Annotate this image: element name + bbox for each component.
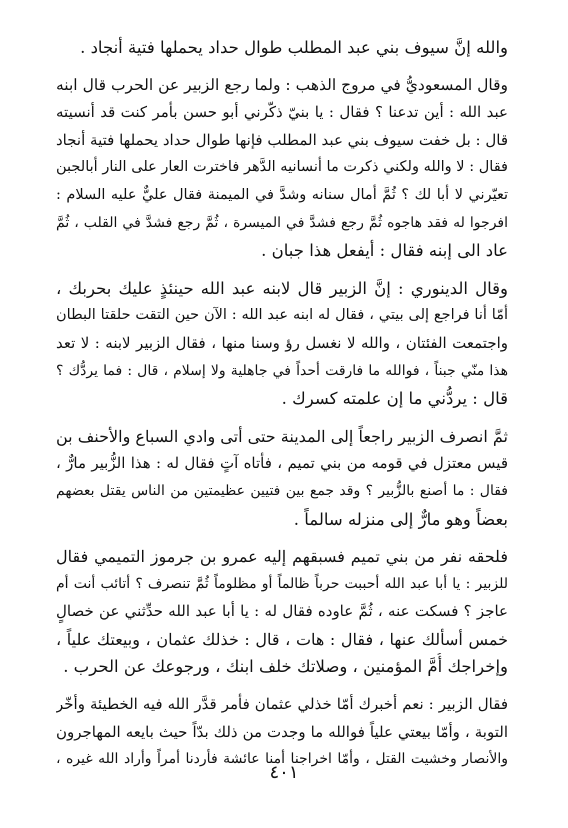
text-line: ثمَّ انصرف الزبير راجعاً إلى المدينة حتى أتى وادي السباع والأحنف بن [56, 426, 508, 446]
text-line: فلحقه نفر من بني تميم فسبقهم إليه عمرو بن جرموز التميمي فقال [56, 547, 508, 567]
text-line: عاجز ؟ فسكت عنه ، ثُمَّ عاوده فقال له : يا أبا عبد الله حدِّثني عن خصالٍ [56, 602, 508, 621]
text-line: والأنصار وخشيت القتل ، وأمّا اخراجنا أمنا عائشة فأردنا أمراً وأراد الله غيره ، [56, 751, 508, 768]
text-line: أمّا أنا فراجع إلى بيتي ، فقال له ابنه عبد الله : الآن حين التقت حلقتا البطان [56, 307, 508, 324]
text-line: تعيّرني لا أبا لك ؟ ثُمَّ أمال سنانه وشدَّ في الميمنة فقال عليٌّ عليه السلام : [56, 186, 508, 203]
text-line: التوبة ، وأمّا بيعتي علياً فوالله ما وجدت من ذلك بدّاً حيث بايعه المهاجرون [56, 722, 508, 741]
text-line: خمس أسألك عنها ، فقال : هات ، قال : خذلك عثمان ، وبيعتك علياً ، [56, 629, 508, 649]
text-line: والله إنَّ سيوف بني عبد المطلب طوال حداد يحملها فتية أنجاد . [80, 38, 508, 57]
text-line: واجتمعت الفئتان ، والله لا نغسل رؤ وسنا منها ، فقال الزبير لابنه : لا تعد [56, 333, 508, 352]
page-body [56, 34, 508, 784]
text-line: افرجوا له فقد هاجوه ثُمَّ رجع فشدَّ في الميسرة ، ثُمَّ رجع فشدَّ في القلب ، ثُمَّ [56, 214, 508, 231]
paragraph-4 [56, 423, 508, 533]
text-line: وقال المسعوديُّ في مروج الذهب : ولما رجع الزبير عن الحرب قال ابنه [56, 75, 508, 94]
text-line: وإخراجك أُمَّ المؤمنين ، وصلاتك خلف ابنك ، ورجوعك عن الحرب . [63, 657, 508, 677]
text-line: بعضاً وهو مارٌّ إلى منزله سالماً . [293, 509, 508, 529]
text-line: قال : بل خفت سيوف بني عبد المطلب فإنها طوال حداد يحملها فتية أنجاد [56, 130, 508, 149]
paragraph-2 [56, 72, 508, 265]
text-line: فقال : لا والله ولكني ذكرت ما أنسانيه الدَّهر فاخترت العار على النار أبالجبن [56, 159, 508, 176]
text-line: قال : يردُّني ما إن علمته كسرك . [281, 389, 508, 409]
text-line: عبد الله : أين تدعنا ؟ فقال : يا بنيّ ذكّرني أبو حسن بأمر كنت قد أنسيته [56, 103, 508, 122]
text-line: وقال الدينوري : إنَّ الزبير قال لابنه عبد الله حينئذٍ عليك بحربك ، [56, 278, 508, 298]
text-line: قيس معتزل في قومه من بني تميم ، فأتاه آتٍ فقال له : هذا الزُّبير مارٌّ ، [56, 454, 508, 473]
paragraph-3 [56, 275, 508, 413]
text-line: عاد الى إبنه فقال : أيفعل هذا جبان . [261, 241, 508, 261]
page-number: ٤٠١ [269, 762, 299, 783]
text-line: فقال : ما أصنع بالزُّبير ؟ وقد جمع بين فتيين عظيمتين من الناس يقتل بعضهم [56, 482, 508, 499]
text-line: هذا منّي جبناً ، فوالله ما فارقت أحداً في جاهلية ولا إسلام ، قال : فما يردُّك ؟ [56, 362, 508, 379]
paragraph-5 [56, 543, 508, 681]
text-line: فقال الزبير : نعم أخبرك أمّا خذلي عثمان فأمر قدَّر الله فيه الخطيئة وأخّر [56, 695, 508, 714]
paragraph-1 [56, 34, 508, 62]
text-line: للزبير : يا أبا عبد الله أحببت حرباً ظالماً أو مظلوماً ثُمَّ تنصرف ؟ أتائب أنت أم [56, 575, 508, 592]
